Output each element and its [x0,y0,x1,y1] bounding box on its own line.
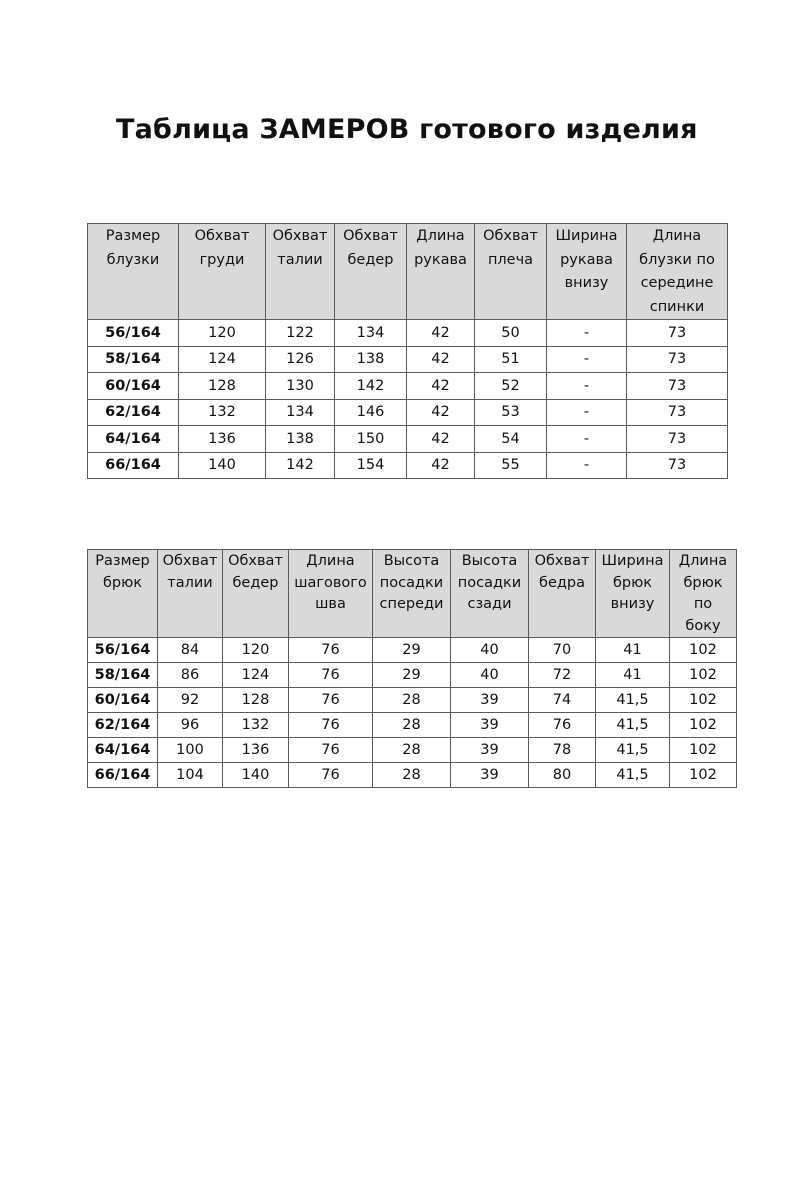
value-cell: 39 [451,713,529,738]
value-cell: 73 [627,346,728,373]
value-cell: 76 [289,638,373,663]
value-cell: 76 [289,663,373,688]
column-header [407,224,475,320]
value-cell: 76 [289,763,373,788]
value-cell: 53 [475,399,547,426]
size-cell: 56/164 [88,638,158,663]
value-cell: 136 [223,738,289,763]
value-cell: 74 [529,688,596,713]
value-cell: 134 [266,399,335,426]
column-header-line: внизу [610,596,655,612]
value-cell: 51 [475,346,547,373]
value-cell: 142 [266,452,335,479]
value-cell: 70 [529,638,596,663]
table-row [88,320,728,347]
column-header-line: посадки [379,574,444,591]
value-cell: 52 [475,373,547,400]
value-cell: 150 [335,426,407,453]
table-row [88,688,737,713]
column-header-line: брюк [102,574,143,591]
size-cell: 66/164 [88,452,179,479]
value-cell: 42 [407,426,475,453]
size-cell: 64/164 [88,426,179,453]
column-header-line: Длина [678,553,728,569]
column-header [451,550,529,638]
value-cell: 41,5 [596,713,670,738]
column-header-line: Длина [306,553,355,569]
column-header-line: Обхват [534,553,590,569]
column-header-line: бедра [539,574,585,591]
value-cell: 138 [335,346,407,373]
column-header-line: Обхват [483,228,538,244]
value-cell: 72 [529,663,596,688]
value-cell: 124 [179,346,266,373]
column-header-line: шва [315,596,346,612]
column-header-line: Обхват [272,228,328,244]
value-cell: - [547,320,627,347]
size-cell: 58/164 [88,663,158,688]
column-header [266,224,335,320]
value-cell: 40 [451,663,529,688]
column-header [88,224,179,320]
column-header-line: Высота [461,553,518,569]
size-cell: 56/164 [88,320,179,347]
value-cell: 39 [451,738,529,763]
value-cell: 76 [289,738,373,763]
value-cell: 130 [266,373,335,400]
value-cell: - [547,346,627,373]
value-cell: 128 [179,373,266,400]
value-cell: 86 [158,663,223,688]
table-row [88,426,728,453]
column-header [179,224,266,320]
value-cell: 104 [158,763,223,788]
value-cell: 126 [266,346,335,373]
value-cell: 102 [670,638,737,663]
value-cell: 136 [179,426,266,453]
value-cell: 73 [627,373,728,400]
column-header-line: Обхват [162,553,218,569]
column-header [88,550,158,638]
value-cell: 41,5 [596,688,670,713]
value-cell: 96 [158,713,223,738]
value-cell: 28 [373,713,451,738]
page-title: Таблица ЗАМЕРОВ готового изделия [116,114,698,145]
value-cell: 124 [223,663,289,688]
value-cell: 41,5 [596,738,670,763]
column-header [529,550,596,638]
column-header-line: Обхват [228,553,283,569]
value-cell: 134 [335,320,407,347]
value-cell: 28 [373,688,451,713]
value-cell: 102 [670,713,737,738]
table-row [88,763,737,788]
table-row [88,399,728,426]
value-cell: 78 [529,738,596,763]
column-header-line: груди [199,251,245,268]
size-cell: 60/164 [88,688,158,713]
value-cell: 92 [158,688,223,713]
value-cell: 73 [627,399,728,426]
value-cell: 142 [335,373,407,400]
column-header-line: блузки [106,251,160,268]
table-row [88,373,728,400]
value-cell: 29 [373,638,451,663]
trousers-measurements-table [87,549,737,788]
size-cell: 60/164 [88,373,179,400]
value-cell: 55 [475,452,547,479]
value-cell: 102 [670,763,737,788]
value-cell: 102 [670,688,737,713]
value-cell: 140 [223,763,289,788]
value-cell: 102 [670,738,737,763]
column-header-line: бедер [232,574,279,591]
value-cell: 41 [596,638,670,663]
value-cell: 84 [158,638,223,663]
column-header-line: бедер [347,251,394,268]
column-header-line: Обхват [194,228,250,244]
column-header [547,224,627,320]
value-cell: 54 [475,426,547,453]
value-cell: 73 [627,452,728,479]
value-cell: 146 [335,399,407,426]
column-header-line: Высота [383,553,440,569]
column-header-line: сзади [467,596,512,612]
value-cell: 138 [266,426,335,453]
size-cell: 58/164 [88,346,179,373]
value-cell: 73 [627,426,728,453]
value-cell: 28 [373,738,451,763]
column-header-line: Размер [95,553,150,569]
column-header-line: середине [640,275,714,291]
column-header-line: Длина [416,228,465,244]
column-header-line: внизу [564,275,609,291]
value-cell: - [547,373,627,400]
value-cell: - [547,426,627,453]
value-cell: 28 [373,763,451,788]
value-cell: 42 [407,346,475,373]
table-row [88,738,737,763]
column-header-line: блузки по [639,251,715,268]
size-cell: 66/164 [88,763,158,788]
value-cell: 42 [407,373,475,400]
value-cell: 42 [407,399,475,426]
column-header [670,550,737,638]
value-cell: 40 [451,638,529,663]
column-header-line: посадки [457,574,522,591]
column-header-line: плеча [487,251,534,268]
size-cell: 62/164 [88,713,158,738]
column-header [373,550,451,638]
table-row [88,663,737,688]
column-header-line: рукава [414,251,467,268]
value-cell: 41,5 [596,763,670,788]
column-header-line: Ширина [601,553,664,569]
column-header-line: талии [277,251,323,268]
size-cell: 62/164 [88,399,179,426]
table-row [88,452,728,479]
value-cell: 80 [529,763,596,788]
column-header-line: Ширина [555,228,618,244]
column-header-line: Обхват [343,228,398,244]
value-cell: - [547,452,627,479]
value-cell: 76 [529,713,596,738]
value-cell: 42 [407,320,475,347]
column-header-line: Размер [105,228,161,244]
value-cell: 132 [223,713,289,738]
value-cell: 102 [670,663,737,688]
column-header-line: брюк [612,574,653,591]
value-cell: 73 [627,320,728,347]
column-header [596,550,670,638]
column-header-line: спинки [649,298,705,315]
value-cell: - [547,399,627,426]
value-cell: 39 [451,763,529,788]
value-cell: 122 [266,320,335,347]
column-header [289,550,373,638]
column-header [335,224,407,320]
column-header-line: талии [167,574,213,591]
column-header-line: брюк [683,574,723,591]
column-header [158,550,223,638]
value-cell: 50 [475,320,547,347]
column-header-line: по [693,596,713,612]
value-cell: 132 [179,399,266,426]
table-header-row [88,550,737,638]
table-row [88,638,737,663]
value-cell: 29 [373,663,451,688]
column-header-line: спереди [379,596,444,612]
size-cell: 64/164 [88,738,158,763]
blouse-measurements-table [87,223,728,479]
value-cell: 140 [179,452,266,479]
value-cell: 154 [335,452,407,479]
column-header-line: боку [685,617,721,634]
column-header [627,224,728,320]
value-cell: 76 [289,688,373,713]
value-cell: 120 [223,638,289,663]
column-header [475,224,547,320]
value-cell: 76 [289,713,373,738]
value-cell: 128 [223,688,289,713]
table-row [88,346,728,373]
column-header [223,550,289,638]
value-cell: 100 [158,738,223,763]
column-header-line: шагового [294,574,367,591]
column-header-line: рукава [560,251,613,268]
column-header-line: Длина [652,228,702,244]
value-cell: 120 [179,320,266,347]
value-cell: 42 [407,452,475,479]
value-cell: 41 [596,663,670,688]
value-cell: 39 [451,688,529,713]
table-header-row [88,224,728,320]
table-row [88,713,737,738]
